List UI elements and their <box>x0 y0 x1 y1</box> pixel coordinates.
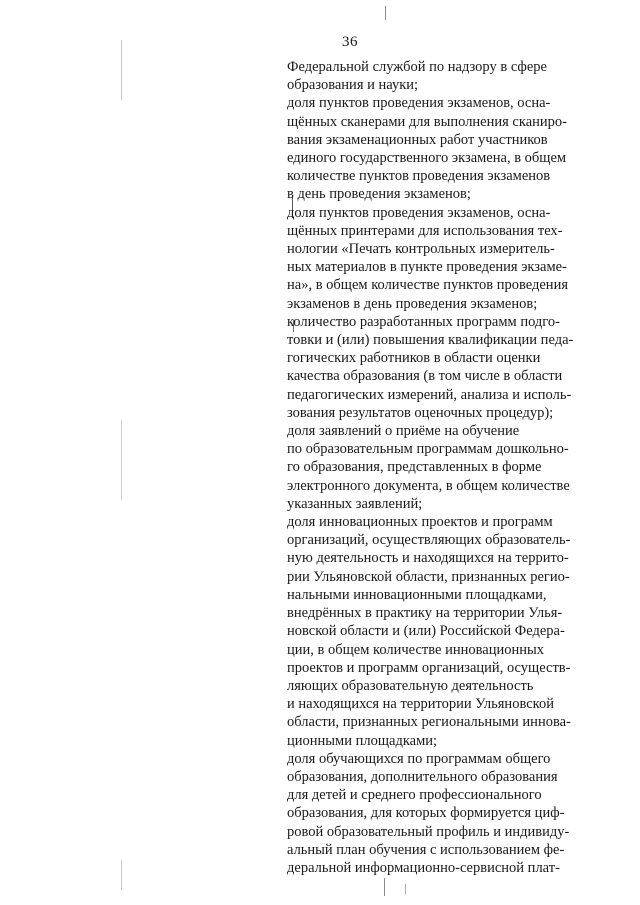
page-number: 36 <box>342 34 358 50</box>
list-item: доля пунктов проведения экзаменов, осна- щённых сканерами для выполнения сканиро- вания экзаменационных работ участников единого государственного экзамена, в общем количестве пунктов проведения экзаменов в день проведения экзаменов; <box>287 95 567 203</box>
text-column <box>287 58 600 877</box>
scan-artifact-bottom-2 <box>405 884 406 894</box>
list-item: количество разработанных программ подго- товки и (или) повышения квалификации педа- гогических работников в области оценки качества образования (в том числе в области педагогических измерений, анализа и исполь- зования результатов оценочных процедур); <box>287 313 574 421</box>
list-item: доля пунктов проведения экзаменов, осна- щённых принтерами для использования тех- нологии «Печать контрольных измеритель- ных материалов в пункте проведения экзаме- на», в общем количестве пунктов проведения экзаменов в день проведения экзаменов; <box>287 204 569 312</box>
list-item: доля обучающихся по программам общего образования, дополнительного образования для детей и среднего профессионального образования, для которых формируется циф- ровой образовательный профиль и индивиду- альный план обучения с использованием фе- деральной информационно-сервисной плат- <box>287 750 570 876</box>
scan-artifact-bottom-left <box>121 860 122 890</box>
scan-artifact-top <box>385 6 386 20</box>
scan-artifact-left-2 <box>121 420 122 500</box>
list-item: доля заявлений о приёме на обучение по образовательным программам дошкольно- го образования, представленных в форме электронного документа, в общем количестве указанных заявлений; <box>287 423 570 512</box>
scan-artifact-bottom <box>384 878 385 896</box>
list-item: доля инновационных проектов и программ организаций, осуществляющих образователь- ную деятельность и находящихся на террито- рии Ульяновской области, признанных регио- нальными инновационными площадками, внедрённых в практику на территории Улья- новской области и (или) Российской Федера- ции, в общем количестве инновационных проектов и программ организаций, осуществ- ляющих образовательную деятельность и находящихся на территории Ульяновской области, признанных региональными иннова- ционными площадками; <box>287 514 571 749</box>
list-item: Федеральной службой по надзору в сфере образования и науки; <box>287 59 547 94</box>
